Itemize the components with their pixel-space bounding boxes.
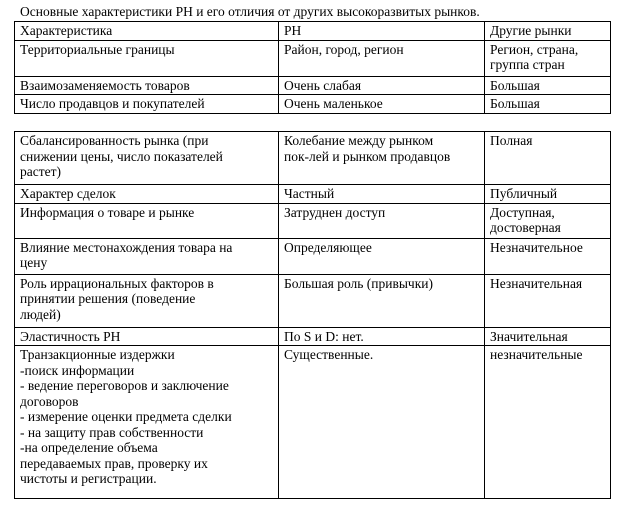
cell-text: Незначительное	[490, 239, 583, 255]
table-header-row	[15, 22, 611, 41]
table-cell	[485, 132, 611, 185]
table-cell	[279, 274, 485, 327]
cell-text: Регион, страна, группа стран	[490, 41, 579, 72]
table-cell	[15, 22, 279, 41]
table-cell	[15, 132, 279, 185]
table-row	[15, 76, 611, 95]
table-cell	[279, 76, 485, 95]
table-cell	[15, 238, 279, 274]
cell-text: Территориальные границы	[20, 41, 175, 57]
table-cell	[485, 238, 611, 274]
table-row	[15, 327, 611, 346]
characteristics-table-1	[14, 21, 611, 114]
table-cell	[15, 274, 279, 327]
table-cell	[279, 346, 485, 499]
cell-text: Сбалансированность рынка (при снижении цены, число показателей растет)	[20, 133, 223, 179]
table-cell	[485, 327, 611, 346]
table-cell	[279, 203, 485, 238]
cell-text: Колебание между рынком пок-лей и рынком продавцов	[284, 133, 451, 164]
table-cell	[15, 40, 279, 76]
header-other-markets: Другие рынки	[490, 23, 572, 38]
table-cell	[485, 185, 611, 204]
table-row	[15, 238, 611, 274]
table-cell	[15, 95, 279, 114]
cell-text: Публичный	[490, 186, 558, 201]
cell-text: Значительная	[490, 328, 568, 344]
cell-text: Большая	[490, 96, 540, 111]
cell-text: Затруднен доступ	[284, 204, 386, 220]
cell-text: Очень маленькое	[284, 96, 383, 111]
table-row	[15, 185, 611, 204]
table-cell	[279, 95, 485, 114]
table-cell	[15, 346, 279, 499]
table-row	[15, 346, 611, 499]
table-cell	[15, 327, 279, 346]
table-cell	[279, 40, 485, 76]
cell-text: Район, город, регион	[284, 41, 404, 57]
cell-text: Очень слабая	[284, 77, 362, 93]
table-row	[15, 95, 611, 114]
cell-text: Большая	[490, 77, 540, 93]
header-characteristic: Характеристика	[20, 23, 113, 38]
table-cell	[15, 76, 279, 95]
table-row	[15, 132, 611, 185]
table-cell	[279, 327, 485, 346]
header-rn: РН	[284, 23, 302, 38]
table-row	[15, 274, 611, 327]
cell-text: Характер сделок	[20, 186, 116, 201]
table-cell	[485, 203, 611, 238]
cell-text: Взаимозаменяемость товаров	[20, 77, 190, 93]
cell-text: Информация о товаре и рынке	[20, 204, 195, 220]
cell-text: Большая роль (привычки)	[284, 275, 433, 291]
table-cell	[485, 76, 611, 95]
table-cell	[279, 132, 485, 185]
table-cell	[485, 95, 611, 114]
table-cell	[485, 346, 611, 499]
table-row	[15, 40, 611, 76]
document-title: Основные характеристики РН и его отличия от других высокоразвитых рынков.	[20, 4, 480, 19]
cell-text: По S и D: нет.	[284, 328, 364, 344]
table-cell	[279, 185, 485, 204]
cell-text: Транзакционные издержки -поиск информации - ведение переговоров и заключение договоров - измерение оценки предмета сделки - на защиту прав собственности -на определение объема передаваемых прав, проверку их чистоты и регистрации.	[20, 347, 232, 486]
cell-text: Роль иррациональных факторов в принятии решения (поведение людей)	[20, 275, 214, 322]
cell-text: Эластичность РН	[20, 328, 121, 344]
table-cell	[279, 238, 485, 274]
table-cell	[485, 274, 611, 327]
cell-text: Число продавцов и покупателей	[20, 96, 205, 111]
table-row	[15, 203, 611, 238]
cell-text: Влияние местонахождения товара на цену	[20, 239, 233, 270]
cell-text: Полная	[490, 133, 533, 148]
cell-text: Частный	[284, 186, 335, 201]
characteristics-table-2	[14, 131, 611, 499]
cell-text: Определяющее	[284, 239, 372, 255]
cell-text: незначительные	[490, 347, 583, 362]
table-cell	[15, 203, 279, 238]
cell-text: Незначительная	[490, 275, 583, 291]
table-cell	[15, 185, 279, 204]
cell-text: Доступная, достоверная	[490, 204, 561, 235]
table-cell	[485, 22, 611, 41]
table-cell	[485, 40, 611, 76]
table-cell	[279, 22, 485, 41]
cell-text: Существенные.	[284, 347, 374, 362]
